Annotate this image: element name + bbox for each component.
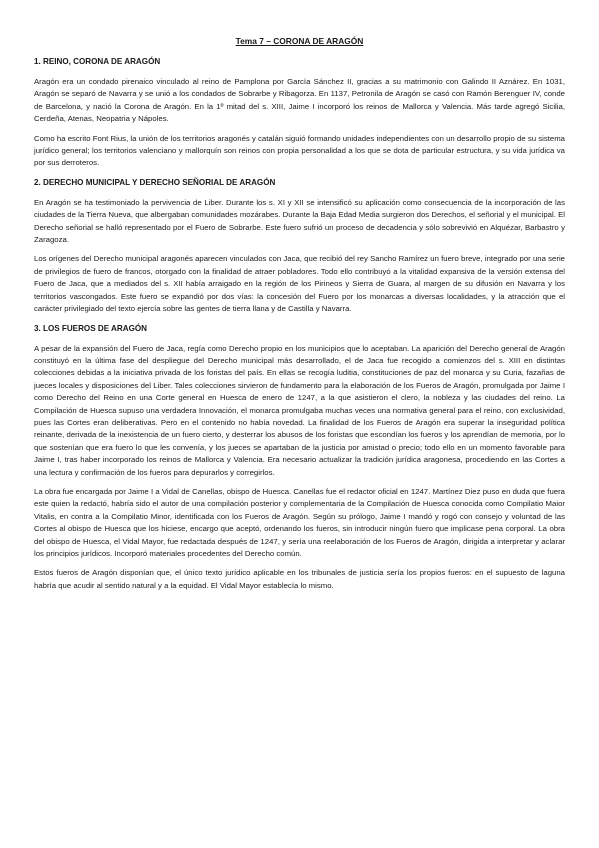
paragraph: Como ha escrito Font Rius, la unión de los territorios aragonés y catalán siguió formando unidades independientes con un desarrollo propio de su sistema jurídico general; los territorios valenciano y mallorquín son reinos con propia personalidad a los que se dota de particular estructura, y su vida jurídica va por sus derroteros.: [34, 133, 565, 168]
paragraph: Aragón era un condado pirenaico vinculado al reino de Pamplona por García Sánchez II, gracias a su matrimonio con Galindo II Aznárez. En 1031, Aragón se separó de Navarra y se unió a los condados de Sobrarbe y Ribagorza. En 1137, Petronila de Aragón se casó con Ramón Berenguer IV, conde de Barcelona, y nació la Corona de Aragón. En la 1º mitad del s. XIII, Jaime I incorporó los reinos de Mallorca y Valencia. Más tarde agregó Sicilia, Cerdeña, Atenas, Neopatria y Nápoles.: [34, 77, 565, 124]
section-heading: 3. LOS FUEROS DE ARAGÓN: [34, 323, 148, 333]
paragraph: Los orígenes del Derecho municipal aragonés aparecen vinculados con Jaca, que recibió del rey Sancho Ramírez un fuero breve, integrado por una serie de privilegios de fuero de francos, otorgado con la finalidad de atraer pobladores. Todo ello contribuyó a la vitalidad expansiva de la versión extensa del Fuero de Jaca, que a mediados del s. XII había arraigado en la región de los Pirineos y Sierra de Guara, al margen de su difusión en Navarra y los territorios vascongados. Este fuero se expandió por dos vías: la concesión del Fuero por los monarcas a diversas localidades, y la atracción que el carácter privilegiado del texto ejercía sobre las gentes de tierra llana y de Castilla y Navarra.: [34, 254, 565, 314]
section-2: [34, 177, 565, 316]
page-title: Tema 7 – CORONA DE ARAGÓN: [235, 36, 364, 46]
paragraph: A pesar de la expansión del Fuero de Jaca, regía como Derecho propio en los municipios que lo aceptaban. La aparición del Derecho general de Aragón constituyó en la última fase del despliegue del Derecho municipal más desarrollado, el de Jaca fue recogido a comienzos del s. XIII en distintas colecciones debidas a la iniciativa privada de los foristas del país. En ellas se recogía luditia, constituciones de paz del monarca y su Curia, fazañas de jueces locales y disposiciones del Liber. Tales colecciones sirvieron de fundamento para la elaboración de los Fueros de Aragón, promulgada por Jaime I como Derecho del Reino en una Corte general en Huesca de enero de 1247, a la que asistieron el clero, la nobleza y las ciudades del reino. La Compilación de Huesca supuso una verdadera Innovación, el monarca promulgaba muchas veces una normativa general para el reino, con exclusividad, pues las Cortes eran deliberativas. Pero en el contenido no había novedad. La finalidad de los Fueros de Aragón era superar la inseguridad política reinante, derivada de la inexistencia de un fuero cierto, y desterrar los abusos de los foristas que escondían los fueros y los aprendían de memoria, por lo que sostenían que era fuero lo que les convenía, y los jueces se apartaban de la justicia por amistad o precio; todo ello en un momento favorable para Jaime I, tras haber incorporado los reinos de Mallorca y Valencia. Era necesario actualizar la tradición jurídica aragonesa, procediendo en las Cortes a una lectura y confirmación de los fueros para depurarlos y corregirlos.: [34, 343, 565, 477]
section-1: [34, 56, 565, 170]
section-heading: 2. DERECHO MUNICIPAL Y DERECHO SEÑORIAL DE ARAGÓN: [34, 177, 276, 187]
section-heading: 1. REINO, CORONA DE ARAGÓN: [34, 57, 161, 66]
paragraph: En Aragón se ha testimoniado la pervivencia de Liber. Durante los s. XI y XII se intensificó su aplicación como consecuencia de la incorporación de las ciudades de la Tierra Nueva, que albergaban comunidades mozárabes. Durante la Baja Edad Media surgieron dos Derechos, el señorial y el municipal. El Derecho señorial se halló representado por el Fuero de Sobrarbe. Este fuero sufrió un proceso de decadencia y sólo sobrevivió en Alquézar, Barbastro y Zaragoza.: [34, 197, 565, 245]
paragraph: La obra fue encargada por Jaime I a Vidal de Canellas, obispo de Huesca. Canellas fue el redactor oficial en 1247. Martínez Diez puso en duda que fuera este quien la redactó, habría sido el autor de una compilación posterior y complementaria de la Compilación de Huesca conocida como Compilatio Maior Vitalis, en contra a la Compilatio Minor, identificada con los Fueros de Aragón. Según su prólogo, Jaime I mandó y rogó con consejo y voluntad de las Cortes al obispo de Huesca que los hiciese, encargo que aceptó, ordenando los fueros, sin introducir ningún fuero que implicase pena corporal. La obra del obispo de Huesca, el Vidal Mayor, fue redactada después de 1247, y sería una reelaboración de los Fueros de Aragón, dirigida a interpretar y aclarar los principios jurídicos. Incorporó materiales procedentes del Derecho común.: [34, 486, 565, 558]
paragraph: Estos fueros de Aragón disponían que, el único texto jurídico aplicable en los tribunales de justicia sería los propios fueros: en el supuesto de laguna habría que acudir al sentido natural y a la equidad. El Vidal Mayor establecía lo mismo.: [34, 568, 565, 590]
section-3: [34, 323, 565, 593]
